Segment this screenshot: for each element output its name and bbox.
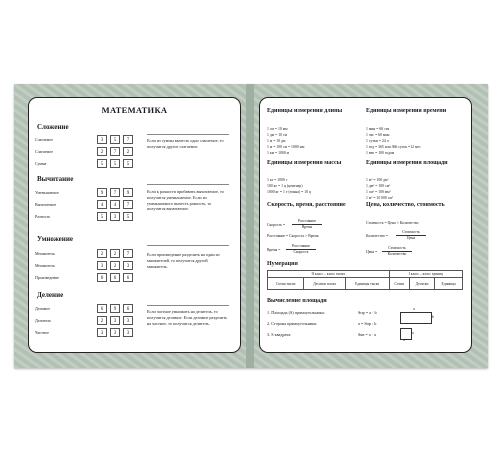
time-line: 1 век = 100 годам xyxy=(366,151,395,155)
area-calc-formula: Sпр = a · b xyxy=(358,310,377,315)
area-calc-item: 3. S квадрата: xyxy=(267,332,292,337)
mass-header: Единицы измерения массы xyxy=(267,160,342,166)
note-lines xyxy=(147,239,229,246)
rectangle-side-label: b xyxy=(432,315,434,319)
table-row: Разность 5 3 5 xyxy=(35,211,145,222)
rectangle-side-label: a xyxy=(413,307,415,311)
quantity-formula-num: Стоимость xyxy=(396,230,426,236)
length-line: 1 дм = 10 см xyxy=(267,133,288,137)
division-header: Деление xyxy=(37,291,64,299)
rank-cell: Десятки xyxy=(409,278,434,290)
time-line: 1 год = 365 или 366 суток =12 мес xyxy=(366,145,421,149)
area-calc-header: Вычисление площади xyxy=(267,298,327,304)
subtraction-header: Вычитание xyxy=(37,175,74,183)
speed-header: Скорость, время, расстояние xyxy=(267,202,346,208)
table-row: Уменьшаемое 9 7 9 xyxy=(35,187,145,198)
table-row: Частное 3 3 3 xyxy=(35,327,145,338)
area-calc-formula: a = Sпр : b xyxy=(358,321,377,326)
quantity-formula-den: Цена xyxy=(406,236,416,240)
note-lines xyxy=(147,299,229,306)
numeration-header: Нумерация xyxy=(267,261,298,267)
left-page xyxy=(28,97,241,353)
area-line: 1 дм² = 100 см² xyxy=(366,184,391,188)
cost-formula: Стоимость = Цена × Количество xyxy=(366,221,419,225)
area-line: 1 м² = 10 000 см² xyxy=(366,196,394,200)
addition-note: Если из суммы вычесть одно слагаемое, то получится другое слагаемое. xyxy=(147,138,224,149)
area-calc-item: 1. Площадь (S) прямоугольника: xyxy=(267,310,325,315)
right-page xyxy=(259,97,472,353)
rank-cell: Единицы xyxy=(435,278,463,290)
class-1-cell: I класс – класс единиц xyxy=(389,271,462,278)
time-formula-num: Расстояние xyxy=(286,244,316,250)
area-line: 1 см² = 100 мм² xyxy=(366,190,391,194)
table-row: Множитель 2 2 7 xyxy=(35,248,145,259)
rank-cell: Сотни тысяч xyxy=(268,278,304,290)
quantity-formula-label: Количество = xyxy=(366,234,388,238)
table-row: Слагаемое 3 5 7 xyxy=(35,134,145,145)
rank-cell: Десятки тысяч xyxy=(304,278,345,290)
table-row: Делимое 6 9 6 xyxy=(35,303,145,314)
mass-line: 1 кг = 1000 г xyxy=(267,178,288,182)
length-line: 1 км = 1000 м xyxy=(267,151,290,155)
multiplication-note: Если произведение разделить на один из множителей, то получится другой множитель. xyxy=(147,252,220,269)
price-formula-num: Стоимость xyxy=(382,246,412,252)
table-row: Слагаемое 2 7 2 xyxy=(35,146,145,157)
area-calc-formula: Sкв = a · a xyxy=(358,332,377,337)
speed-formula-num: Расстояние xyxy=(292,219,322,225)
speed-formula-den: Время xyxy=(301,225,313,229)
rank-cell: Сотни xyxy=(389,278,409,290)
subtraction-note: Если к разности прибавить вычитаемое, то получится уменьшаемое. Если из уменьшаемого вычесть разность, то получится вычитаемое. xyxy=(147,189,224,212)
square-side-label: a xyxy=(403,338,405,342)
rectangle-figure xyxy=(400,312,432,324)
length-line: 1 м = 100 см = 1000 мм xyxy=(267,145,305,149)
note-lines xyxy=(147,128,229,135)
area-units-header: Единицы измерения площади xyxy=(366,160,448,166)
area-line: 1 м² = 100 дм² xyxy=(366,178,389,182)
time-formula-den: Скорость xyxy=(293,250,309,254)
time-line: 1 час = 60 мин xyxy=(366,133,390,137)
table-row: Делитель 2 3 3 xyxy=(35,315,145,326)
table-row: Сумма 5 5 5 xyxy=(35,158,145,169)
multiplication-header: Умножение xyxy=(37,235,73,243)
mass-line: 1000 кг = 1 т (тонна) = 10 ц xyxy=(267,190,312,194)
note-lines xyxy=(147,178,229,185)
division-note: Если частное умножить на делитель, то получится делимое. Если делимое разделить на частное, то получится делитель. xyxy=(147,309,227,326)
table-row: Множитель 3 2 3 xyxy=(35,260,145,271)
book-spine xyxy=(246,84,254,368)
square-side-label: a xyxy=(412,331,414,335)
price-header: Цена, количество, стоимость xyxy=(366,202,445,208)
length-line: 1 м = 10 дм xyxy=(267,139,286,143)
numeration-table xyxy=(267,270,463,290)
time-line: 1 сутки = 24 ч xyxy=(366,139,389,143)
table-row: Произведение 6 6 6 xyxy=(35,272,145,283)
addition-header: Сложение xyxy=(37,123,69,131)
rank-cell: Единицы тысяч xyxy=(345,278,389,290)
square-figure xyxy=(400,328,412,340)
distance-formula: Расстояние = Скорость × Время xyxy=(267,234,319,238)
length-line: 1 см = 10 мм xyxy=(267,127,288,131)
page-title: МАТЕМАТИКА xyxy=(101,105,168,115)
price-formula-den: Количество xyxy=(387,252,407,256)
area-calc-item: 2. Сторона прямоугольника: xyxy=(267,321,318,326)
time-line: 1 мин = 60 сек xyxy=(366,127,390,131)
speed-formula-label: Скорость = xyxy=(267,223,286,227)
mass-line: 100 кг = 1 ц (центнер) xyxy=(267,184,303,188)
length-header: Единицы измерения длины xyxy=(267,108,343,114)
price-formula-label: Цена = xyxy=(366,250,378,254)
time-formula-label: Время = xyxy=(267,248,281,252)
table-row: Вычитаемое 4 4 7 xyxy=(35,199,145,210)
time-header: Единицы измерения времени xyxy=(366,108,447,114)
class-2-cell: II класс – класс тысяч xyxy=(268,271,390,278)
